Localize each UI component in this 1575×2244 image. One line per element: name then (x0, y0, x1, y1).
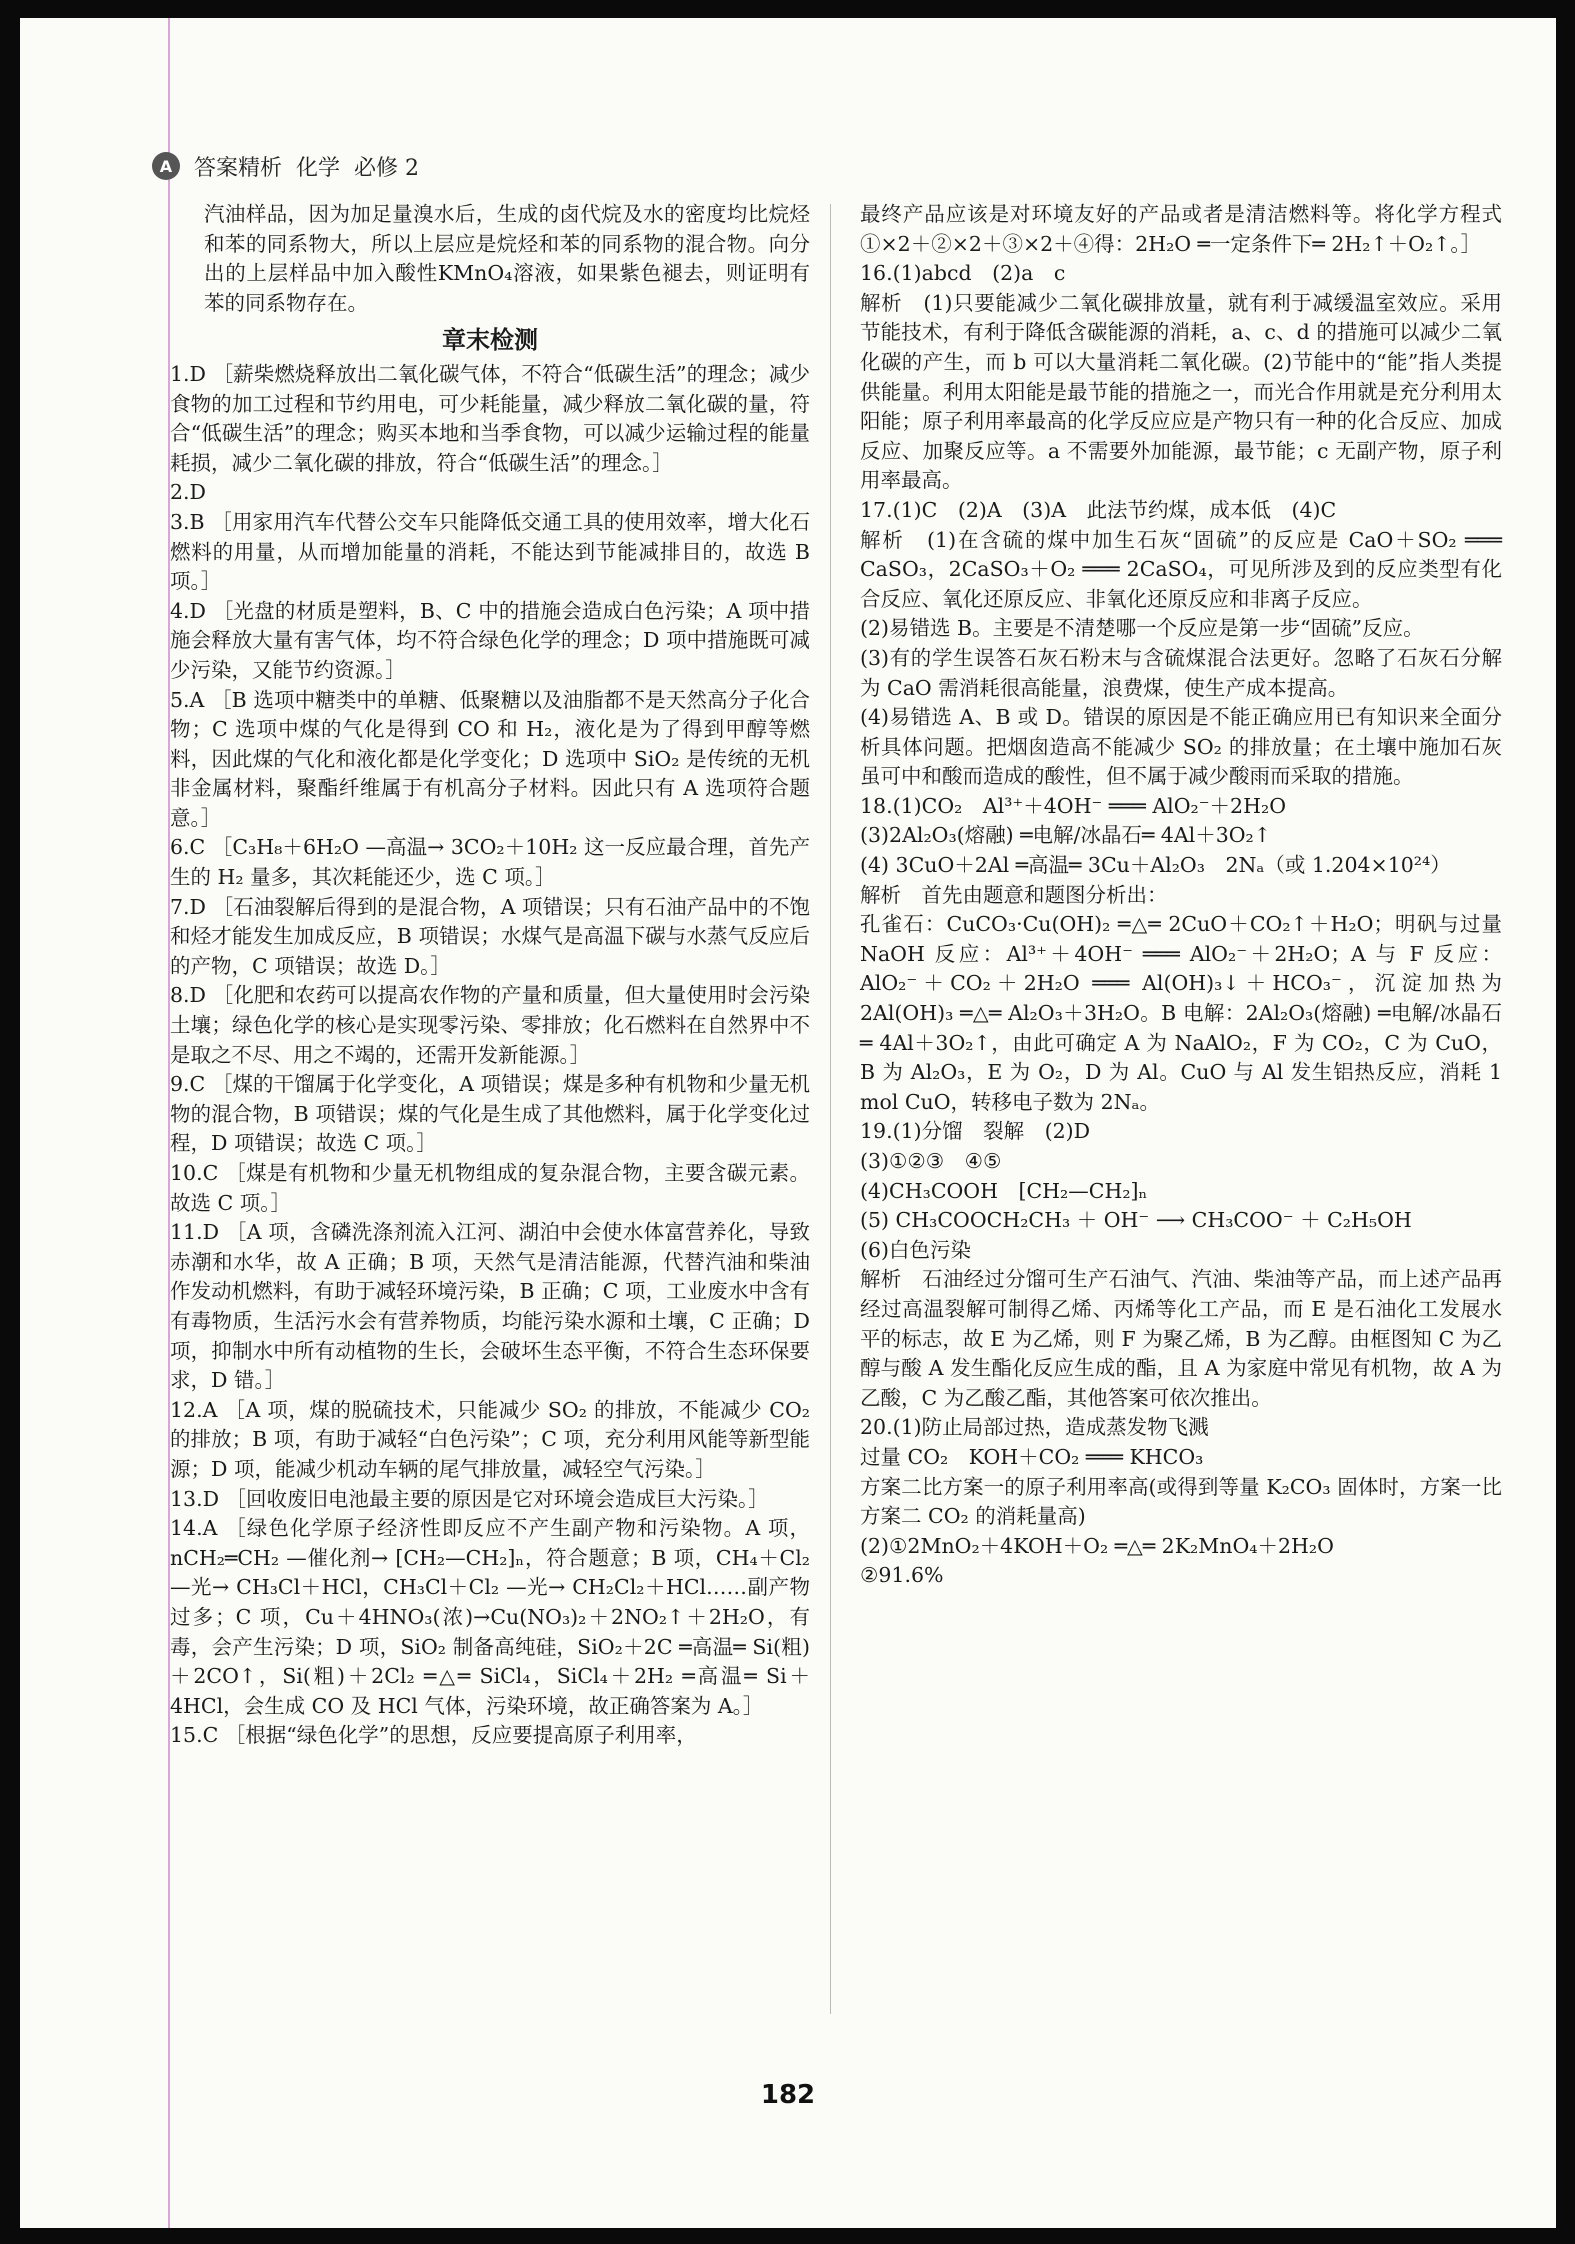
right-column (860, 200, 1502, 1591)
answer-line: (4) 3CuO＋2Al ═高温═ 3Cu＋Al₂O₃ 2Nₐ（或 1.204×10²⁴） (860, 853, 1451, 878)
intro-paragraph: 汽油样品，因为加足量溴水后，生成的卤代烷及水的密度均比烷烃和苯的同系物大，所以上层应是烷烃和苯的同系物的混合物。向分出的上层样品中加入酸性KMnO₄溶液，如果紫色褪去，则证明有苯的同系物存在。 (204, 202, 810, 315)
answer-item: 14.A ［绿色化学原子经济性即反应不产生副产物和污染物。A 项，nCH₂═CH₂ —催化剂→ [CH₂—CH₂]ₙ，符合题意；B 项，CH₄＋Cl₂ —光→ CH₃Cl＋HCl，CH₃Cl＋Cl₂ —光→ CH₂Cl₂＋HCl……副产物过多；C 项，Cu＋4HNO₃(浓)→Cu(NO₃)₂＋2NO₂↑＋2H₂O，有毒，会产生污染；D 项，SiO₂ 制备高纯硅，SiO₂＋2C ═高温═ Si(粗)＋2CO↑，Si(粗)＋2Cl₂ ═△═ SiCl₄，SiCl₄＋2H₂ ═高温═ Si＋4HCl，会生成 CO 及 HCl 气体，污染环境，故正确答案为 A。］ (170, 1516, 810, 1718)
answer-item: 5.A ［B 选项中糖类中的单糖、低聚糖以及油脂都不是天然高分子化合物；C 选项中煤的气化是得到 CO 和 H₂，液化是为了得到甲醇等燃料，因此煤的气化和液化都是化学变化；D 选项中 SiO₂ 是传统的无机非金属材料，聚酯纤维属于有机高分子材料。因此只有 A 选项符合题意。］ (170, 687, 810, 830)
answer-item: 3.B ［用家用汽车代替公交车只能降低交通工具的使用效率，增大化石燃料的用量，从而增加能量的消耗，不能达到节能减排目的，故选 B 项。］ (170, 509, 810, 594)
analysis-line: 解析 石油经过分馏可生产石油气、汽油、柴油等产品，而上述产品再经过高温裂解可制得乙烯、丙烯等化工产品，而 E 是石油化工发展水平的标志，故 E 为乙烯，则 F 为聚乙烯，B 为乙醇。由框图知 C 为乙醇与酸 A 发生酯化反应生成的酯，且 A 为家庭中常见有机物，故 A 为乙酸，C 为乙酸乙酯，其他答案可依次推出。 (860, 1267, 1502, 1410)
answer-item: 2.D (170, 480, 206, 505)
document-page (20, 18, 1556, 2228)
analysis-line: 解析 首先由题意和题图分析出： (860, 882, 1168, 907)
answer-item: 13.D ［回收废旧电池最主要的原因是它对环境会造成巨大污染。］ (170, 1486, 769, 1511)
answer-line: 18.(1)CO₂ Al³⁺＋4OH⁻ ═══ AlO₂⁻＋2H₂O (860, 793, 1287, 818)
left-column (170, 200, 810, 1751)
answer-item: 4.D ［光盘的材质是塑料，B、C 中的措施会造成白色污染；A 项中措施会释放大量有害气体，均不符合绿色化学的理念；D 项中措施既可减少污染，又能节约资源。］ (170, 598, 810, 682)
column-divider (830, 204, 831, 2014)
page-number: 182 (760, 2080, 816, 2110)
answer-line: 19.(1)分馏 裂解 (2)D (860, 1119, 1091, 1144)
answer-item: 1.D ［薪柴燃烧释放出二氧化碳气体，不符合“低碳生活”的理念；减少食物的加工过程和节约用电，可少耗能量，减少释放二氧化碳的量，符合“低碳生活”的理念；购买本地和当季食物，可以减少运输过程的能量耗损，减少二氧化碳的排放，符合“低碳生活”的理念。］ (170, 361, 810, 475)
analysis-line: 解析 (1)在含硫的煤中加生石灰“固硫”的反应是 CaO＋SO₂ ═══ CaSO₃，2CaSO₃＋O₂ ═══ 2CaSO₄，可见所涉及到的反应类型有化合反应、氧化还原反应、非氧化还原反应和非离子反应。 (860, 527, 1502, 611)
analysis-line: (2)易错选 B。主要是不清楚哪一个反应是第一步“固硫”反应。 (860, 616, 1424, 641)
answer-line: 方案二比方案一的原子利用率高(或得到等量 K₂CO₃ 固体时，方案一比方案二 CO₂ 的消耗量高) (860, 1474, 1502, 1529)
answer-line: 17.(1)C (2)A (3)A 此法节约煤，成本低 (4)C (860, 497, 1337, 522)
answer-item: 7.D ［石油裂解后得到的是混合物，A 项错误；只有石油产品中的不饱和烃才能发生加成反应，B 项错误；水煤气是高温下碳与水蒸气反应后的产物，C 项错误；故选 D。］ (170, 894, 810, 978)
analysis-line: 解析 (1)只要能减少二氧化碳排放量，就有利于减缓温室效应。采用节能技术，有利于降低含碳能源的消耗，a、c、d 的措施可以减少二氧化碳的产生，而 b 可以大量消耗二氧化碳。(2)节能中的“能”指人类提供能量。利用太阳能是最节能的措施之一，而光合作用就是充分利用太阳能；原子利用率最高的化学反应应是产物只有一种的化合反应、加成反应、加聚反应等。a 不需要外加能源，最节能；c 无副产物，原子利用率最高。 (860, 290, 1502, 493)
answer-line: 过量 CO₂ KOH＋CO₂ ═══ KHCO₃ (860, 1444, 1204, 1469)
answer-line: ②91.6% (860, 1563, 944, 1588)
answer-line: (3)2Al₂O₃(熔融) ═电解/冰晶石═ 4Al＋3O₂↑ (860, 823, 1271, 848)
answer-item: 9.C ［煤的干馏属于化学变化，A 项错误；煤是多种有机物和少量无机物的混合物，B 项错误；煤的气化是生成了其他燃料，属于化学变化过程，D 项错误；故选 C 项。］ (170, 1072, 810, 1156)
page-header (152, 146, 419, 186)
analysis-line: (3)有的学生误答石灰石粉末与含硫煤混合法更好。忽略了石灰石分解为 CaO 需消耗很高能量，浪费煤，使生产成本提高。 (860, 645, 1502, 700)
header-volume: 必修 2 (354, 155, 420, 181)
answer-line: 20.(1)防止局部过热，造成蒸发物飞溅 (860, 1415, 1209, 1440)
answer-line: 最终产品应该是对环境友好的产品或者是清洁燃料等。将化学方程式①×2＋②×2＋③×2＋④得：2H₂O ═一定条件下═ 2H₂↑＋O₂↑。］ (860, 202, 1502, 256)
answer-line: (5) CH₃COOCH₂CH₃ ＋ OH⁻ ⟶ CH₃COO⁻ ＋ C₂H₅OH (860, 1208, 1412, 1233)
header-title: 答案精析 (194, 155, 283, 181)
answer-line: (4)CH₃COOH [CH₂—CH₂]ₙ (860, 1178, 1148, 1203)
section-title: 章末检测 (442, 326, 538, 355)
answer-line: (3)①②③ ④⑤ (860, 1149, 1002, 1173)
answer-item: 10.C ［煤是有机物和少量无机物组成的复杂混合物，主要含碳元素。故选 C 项。］ (170, 1161, 810, 1215)
answer-line: (2)①2MnO₂＋4KOH＋O₂ ═△═ 2K₂MnO₄＋2H₂O (860, 1533, 1334, 1558)
analysis-line: (4)易错选 A、B 或 D。错误的原因是不能正确应用已有知识来全面分析具体问题。把烟囱造高不能减少 SO₂ 的排放量；在土壤中施加石灰虽可中和酸而造成的酸性，但不属于减少酸雨而采取的措施。 (860, 705, 1502, 789)
analysis-line: 孔雀石：CuCO₃·Cu(OH)₂ ═△═ 2CuO＋CO₂↑＋H₂O；明矾与过量 NaOH 反应：Al³⁺＋4OH⁻ ═══ AlO₂⁻＋2H₂O；A 与 F 反应：AlO₂⁻＋CO₂＋2H₂O ═══ Al(OH)₃↓＋HCO₃⁻，沉淀加热为 2Al(OH)₃ ═△═ Al₂O₃＋3H₂O。B 电解：2Al₂O₃(熔融) ═电解/冰晶石═ 4Al＋3O₂↑，由此可确定 A 为 NaAlO₂，F 为 CO₂，C 为 CuO，B 为 Al₂O₃，E 为 O₂，D 为 Al。CuO 与 Al 发生铝热反应，消耗 1 mol CuO，转移电子数为 2Nₐ。 (860, 912, 1502, 1114)
answer-line: 16.(1)abcd (2)a c (860, 261, 1066, 286)
answer-item: 6.C ［C₃H₈＋6H₂O —高温→ 3CO₂＋10H₂ 这一反应最合理，首先产生的 H₂ 量多，其次耗能还少，选 C 项。］ (170, 835, 810, 890)
answer-item: 8.D ［化肥和农药可以提高农作物的产量和质量，但大量使用时会污染土壤；绿色化学的核心是实现零污染、零排放；化石燃料在自然界中不是取之不尽、用之不竭的，还需开发新能源。］ (170, 983, 810, 1067)
answer-item: 15.C ［根据“绿色化学”的思想，反应要提高原子利用率， (170, 1723, 697, 1748)
header-subject: 化学 (296, 155, 341, 181)
answer-item: 12.A ［A 项，煤的脱硫技术，只能减少 SO₂ 的排放，不能减少 CO₂ 的排放；B 项，有助于减轻“白色污染”；C 项，充分利用风能等新型能源；D 项，能减少机动车辆的尾气排放量，减轻空气污染。］ (170, 1397, 810, 1481)
answer-item: 11.D ［A 项，含磷洗涤剂流入江河、湖泊中会使水体富营养化，导致赤潮和水华，故 A 正确；B 项，天然气是清洁能源，代替汽油和柴油作发动机燃料，有助于减轻环境污染，B 正确；C 项，工业废水中含有有毒物质，生活污水会有营养物质，均能污染水源和土壤，C 正确；D 项，抑制水中所有动植物的生长，会破坏生态平衡，不符合生态环保要求，D 错。］ (170, 1220, 810, 1393)
book-logo-icon: A (152, 152, 180, 180)
answer-line: (6)白色污染 (860, 1237, 972, 1262)
